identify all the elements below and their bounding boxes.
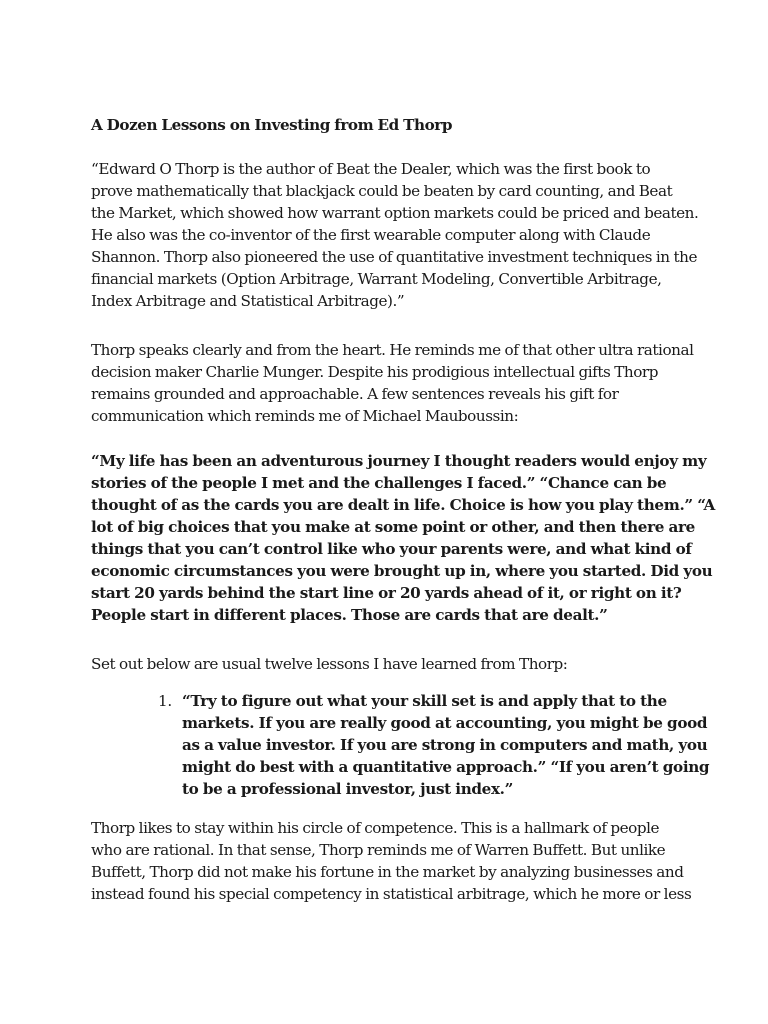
second-paragraph: [91, 339, 694, 427]
lessons-intro: [91, 653, 691, 675]
circle-of-competence-paragraph: [91, 817, 691, 905]
paragraph-line: Buffett, Thorp did not make his fortune in the market by analyzing businesses and: [91, 863, 684, 881]
paragraph-line: Thorp speaks clearly and from the heart. He reminds me of that other ultra rational: [91, 341, 694, 359]
lesson-line: as a value investor. If you are strong in computers and math, you: [182, 736, 708, 754]
lesson-line: might do best with a quantitative approach.” “If you aren’t going: [182, 758, 710, 776]
paragraph-line: who are rational. In that sense, Thorp reminds me of Warren Buffett. But unlike: [91, 841, 666, 859]
paragraph-line: Set out below are usual twelve lessons I have learned from Thorp:: [91, 655, 568, 673]
list-number: 1.: [158, 692, 172, 710]
paragraph-line: financial markets (Option Arbitrage, Warrant Modeling, Convertible Arbitrage,: [91, 270, 662, 288]
paragraph-line: decision maker Charlie Munger. Despite his prodigious intellectual gifts Thorp: [91, 363, 659, 381]
paragraph-line: Thorp likes to stay within his circle of competence. This is a hallmark of people: [91, 819, 660, 837]
paragraph-line: Shannon. Thorp also pioneered the use of quantitative investment techniques in the: [91, 248, 697, 266]
paragraph-line: remains grounded and approachable. A few sentences reveals his gift for: [91, 385, 619, 403]
document-title: [91, 114, 691, 136]
quote-line: lot of big choices that you make at some point or other, and then there are: [91, 518, 695, 536]
lesson-line: markets. If you are really good at accounting, you might be good: [182, 714, 708, 732]
paragraph-line: instead found his special competency in statistical arbitrage, which he more or less: [91, 885, 692, 903]
quote-line: People start in different places. Those are cards that are dealt.”: [91, 606, 608, 624]
quote-line: economic circumstances you were brought up in, where you started. Did you: [91, 562, 713, 580]
lessons-list: [91, 690, 710, 800]
quote-line: thought of as the cards you are dealt in life. Choice is how you play them.” “A: [91, 496, 715, 514]
intro-paragraph: [91, 158, 699, 312]
list-item: [91, 690, 710, 800]
paragraph-line: communication which reminds me of Michael Mauboussin:: [91, 407, 519, 425]
quote-line: start 20 yards behind the start line or 20 yards ahead of it, or right on it?: [91, 584, 682, 602]
title-text: A Dozen Lessons on Investing from Ed Thorp: [91, 116, 453, 134]
paragraph-line: Index Arbitrage and Statistical Arbitrage).”: [91, 292, 405, 310]
quote-line: stories of the people I met and the challenges I faced.” “Chance can be: [91, 474, 667, 492]
lesson-line: “Try to figure out what your skill set is and apply that to the: [182, 692, 667, 710]
quote-line: “My life has been an adventurous journey I thought readers would enjoy my: [91, 452, 707, 470]
paragraph-line: prove mathematically that blackjack could be beaten by card counting, and Beat: [91, 182, 673, 200]
quote-line: things that you can’t control like who your parents were, and what kind of: [91, 540, 692, 558]
thorp-quote: [91, 450, 715, 626]
paragraph-line: He also was the co-inventor of the first wearable computer along with Claude: [91, 226, 651, 244]
paragraph-line: “Edward O Thorp is the author of Beat the Dealer, which was the first book to: [91, 160, 651, 178]
lesson-line: to be a professional investor, just index.”: [182, 780, 513, 798]
paragraph-line: the Market, which showed how warrant option markets could be priced and beaten.: [91, 204, 699, 222]
